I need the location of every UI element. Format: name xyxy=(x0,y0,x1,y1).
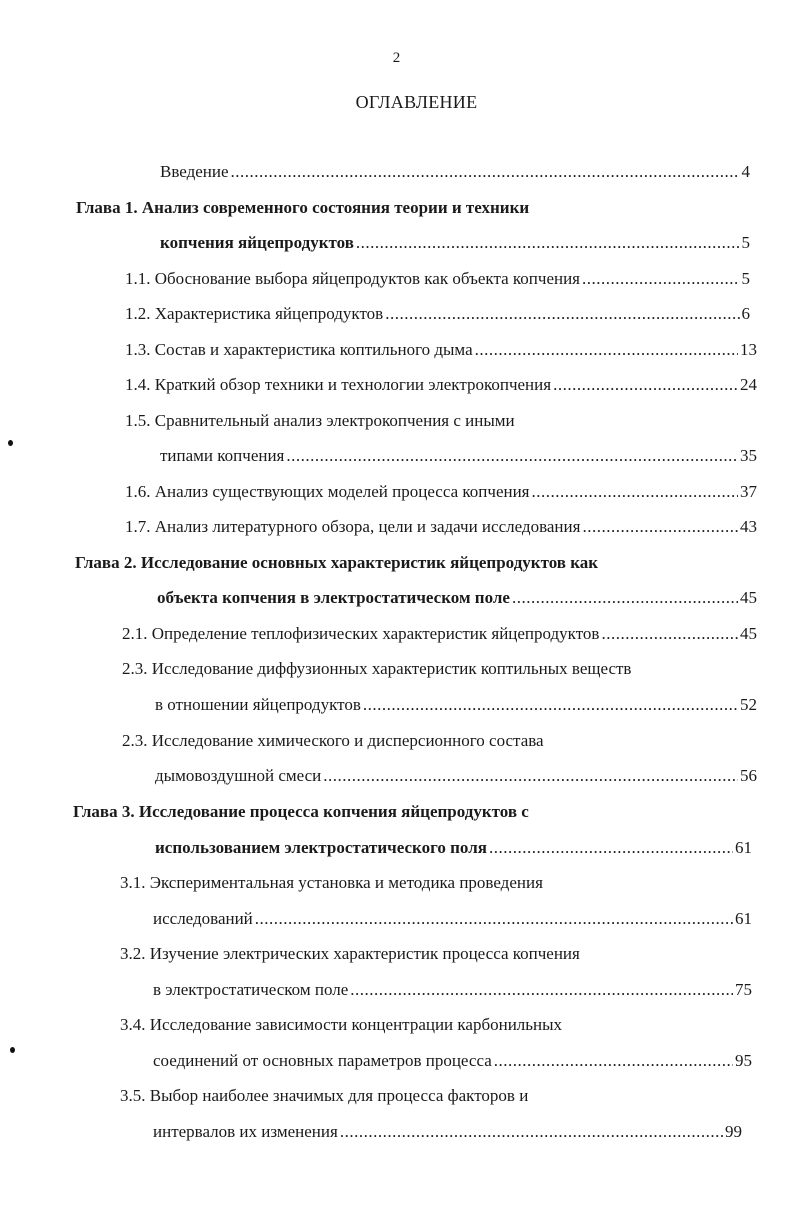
toc-entry-label: 2.3. Исследование химического и дисперсионного состава xyxy=(122,731,544,750)
toc-entry-3-4-heading[interactable] xyxy=(120,1014,562,1036)
toc-entry-label: 3.1. Экспериментальная установка и методика проведения xyxy=(120,873,543,892)
toc-entry-page: 24 xyxy=(740,375,757,394)
toc-entry-label: 1.3. Состав и характеристика коптильного дыма xyxy=(125,340,473,359)
toc-entry-label: 1.7. Анализ литературного обзора, цели и задачи исследования xyxy=(125,517,581,536)
page-title: ОГЛАВЛЕНИЕ xyxy=(355,92,478,112)
toc-entry-page: 56 xyxy=(740,766,757,785)
toc-chapter-2-heading[interactable] xyxy=(75,552,598,574)
toc-entry-label: 1.6. Анализ существующих моделей процесса копчения xyxy=(125,482,530,501)
toc-entry-2-3-heading[interactable] xyxy=(122,658,631,680)
toc-entry-1-3[interactable] xyxy=(125,339,757,361)
dot-leader xyxy=(323,765,738,787)
toc-entry-3-5[interactable] xyxy=(153,1121,742,1143)
toc-entry-label: Глава 1. Анализ современного состояния теории и техники xyxy=(76,198,530,217)
toc-entry-page: 52 xyxy=(740,695,757,714)
toc-entry-label: 1.4. Краткий обзор техники и технологии электрокопчения xyxy=(125,375,552,394)
toc-entry-page: 5 xyxy=(741,269,750,288)
dot-leader xyxy=(363,694,738,716)
toc-entry-3-5-heading[interactable] xyxy=(120,1085,528,1107)
toc-entry-label: в электростатическом поле xyxy=(153,980,349,999)
toc-entry-label: 1.5. Сравнительный анализ электрокопчения с иными xyxy=(125,411,515,430)
toc-entry-page: 75 xyxy=(735,980,752,999)
dot-leader xyxy=(532,481,738,503)
toc-entry-1-6[interactable] xyxy=(125,481,757,503)
toc-entry-page: 5 xyxy=(741,233,750,252)
toc-entry-page: 45 xyxy=(740,588,757,607)
toc-entry-page: 35 xyxy=(740,446,757,465)
toc-chapter-3-heading[interactable] xyxy=(73,801,529,823)
toc-entry-label: 1.2. Характеристика яйцепродуктов xyxy=(125,304,384,323)
toc-entry-label: 3.5. Выбор наиболее значимых для процесса факторов и xyxy=(120,1086,529,1105)
scan-artifact-dot xyxy=(8,440,13,446)
dot-leader xyxy=(340,1121,723,1143)
toc-entry-label: дымовоздушной смеси xyxy=(155,766,322,785)
toc-entry-intro[interactable] xyxy=(160,161,750,183)
dot-leader xyxy=(512,587,738,609)
toc-entry-label: копчения яйцепродуктов xyxy=(160,233,354,252)
toc-chapter-2[interactable] xyxy=(157,587,757,609)
toc-chapter-3[interactable] xyxy=(155,837,752,859)
toc-entry-1-7[interactable] xyxy=(125,516,757,538)
toc-entry-3-2[interactable] xyxy=(153,979,752,1001)
toc-entry-page: 61 xyxy=(735,909,752,928)
toc-entry-label: 3.2. Изучение электрических характеристик процесса копчения xyxy=(120,944,580,963)
toc-entry-label: соединений от основных параметров процесса xyxy=(153,1051,492,1070)
toc-entry-label: исследований xyxy=(153,909,253,928)
toc-entry-3-2-heading[interactable] xyxy=(120,943,580,965)
toc-entry-1-2[interactable] xyxy=(125,303,750,325)
dot-leader xyxy=(489,837,733,859)
toc-entry-label: Глава 2. Исследование основных характеристик яйцепродуктов как xyxy=(75,553,599,572)
dot-leader xyxy=(553,374,738,396)
toc-entry-2-3b-heading[interactable] xyxy=(122,730,544,752)
toc-entry-3-1[interactable] xyxy=(153,908,752,930)
dot-leader xyxy=(494,1050,733,1072)
scan-artifact-dot xyxy=(10,1047,15,1053)
toc-entry-label: 3.4. Исследование зависимости концентрации карбонильных xyxy=(120,1015,563,1034)
toc-chapter-1-heading[interactable] xyxy=(76,197,529,219)
toc-entry-page: 45 xyxy=(740,624,757,643)
toc-entry-1-5-heading[interactable] xyxy=(125,410,515,432)
toc-entry-1-5[interactable] xyxy=(160,445,757,467)
toc-entry-label: интервалов их изменения xyxy=(153,1122,338,1141)
toc-entry-label: 2.3. Исследование диффузионных характеристик коптильных веществ xyxy=(122,659,632,678)
toc-entry-2-1[interactable] xyxy=(122,623,757,645)
toc-entry-label: объекта копчения в электростатическом поле xyxy=(157,588,510,607)
dot-leader xyxy=(231,161,740,183)
dot-leader xyxy=(356,232,740,254)
toc-entry-page: 6 xyxy=(741,304,750,323)
toc-entry-label: Глава 3. Исследование процесса копчения яйцепродуктов с xyxy=(73,802,529,821)
toc-entry-page: 43 xyxy=(740,517,757,536)
dot-leader xyxy=(601,623,738,645)
toc-entry-page: 99 xyxy=(725,1122,742,1141)
toc-entry-label: 1.1. Обоснование выбора яйцепродуктов как объекта копчения xyxy=(125,269,580,288)
toc-entry-3-1-heading[interactable] xyxy=(120,872,543,894)
dot-leader xyxy=(475,339,738,361)
toc-entry-page: 61 xyxy=(735,838,752,857)
toc-entry-label: типами копчения xyxy=(160,446,285,465)
toc-entry-label: Введение xyxy=(160,162,229,181)
toc-entry-label: 2.1. Определение теплофизических характеристик яйцепродуктов xyxy=(122,624,600,643)
toc-entry-1-4[interactable] xyxy=(125,374,757,396)
dot-leader xyxy=(385,303,739,325)
page-number: 2 xyxy=(392,50,401,66)
toc-entry-3-4[interactable] xyxy=(153,1050,752,1072)
toc-entry-2-3b[interactable] xyxy=(155,765,757,787)
toc-entry-1-1[interactable] xyxy=(125,268,750,290)
toc-entry-2-3[interactable] xyxy=(155,694,757,716)
dot-leader xyxy=(350,979,733,1001)
toc-entry-page: 95 xyxy=(735,1051,752,1070)
toc-chapter-1[interactable] xyxy=(160,232,750,254)
dot-leader xyxy=(582,516,738,538)
toc-entry-page: 37 xyxy=(740,482,757,501)
dot-leader xyxy=(286,445,738,467)
dot-leader xyxy=(255,908,733,930)
toc-entry-label: в отношении яйцепродуктов xyxy=(155,695,361,714)
dot-leader xyxy=(582,268,740,290)
toc-entry-page: 4 xyxy=(741,162,750,181)
toc-entry-label: использованием электростатического поля xyxy=(155,838,487,857)
toc-entry-page: 13 xyxy=(740,340,757,359)
